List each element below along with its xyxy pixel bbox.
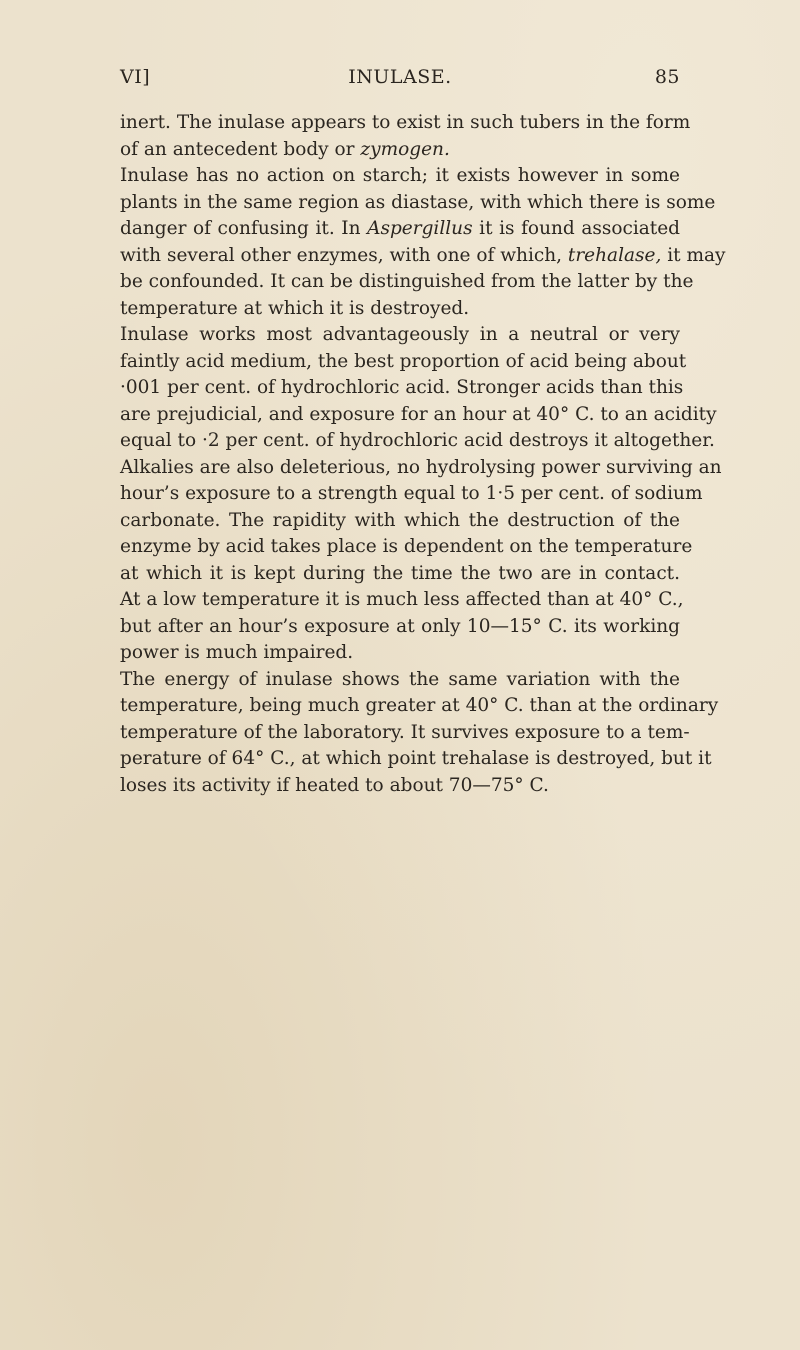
text-segment: temperature, being much greater at 40° C. than at the ordinary: [120, 695, 719, 716]
text-segment: at which it is kept during the time the two are in contact.: [120, 562, 680, 584]
text-segment: ·001 per cent. of hydrochloric acid. Stronger acids than this: [120, 377, 684, 398]
text-segment: danger of confusing it. In: [120, 218, 368, 239]
text-line: [120, 296, 680, 323]
text-line: [120, 428, 715, 455]
text-line: [120, 137, 680, 164]
text-line: [120, 640, 680, 667]
text-line: [120, 163, 680, 190]
text-segment: with several other enzymes, with one of which,: [120, 244, 568, 266]
text-line: [120, 349, 687, 376]
text-line: [120, 534, 693, 561]
text-segment: temperature at which it is destroyed.: [120, 297, 470, 319]
text-segment: At a low temperature it is much less affected than at 40° C.,: [120, 589, 684, 610]
text-line: [120, 216, 680, 243]
text-segment: it may: [661, 244, 726, 266]
text-line: [120, 773, 680, 800]
text-segment: are prejudicial, and exposure for an hour at 40° C. to an acidity: [120, 403, 717, 425]
text-segment: power is much impaired.: [120, 642, 354, 663]
italic-text: zymogen.: [360, 138, 450, 160]
running-head: [120, 66, 680, 96]
text-segment: The energy of inulase shows the same variation with the: [120, 668, 680, 690]
text-line: [120, 402, 717, 429]
text-line: [120, 508, 680, 535]
chapter-number: VI]: [120, 66, 151, 88]
text-line: [120, 693, 719, 720]
text-segment: loses its activity if heated to about 70—75° C.: [120, 774, 549, 796]
italic-text: Aspergillus: [367, 218, 473, 239]
text-line: [120, 190, 716, 217]
text-line: [120, 667, 680, 694]
running-title: INULASE.: [348, 66, 452, 88]
text-line: [120, 269, 694, 296]
text-segment: of an antecedent body or: [120, 138, 361, 160]
text-segment: Inulase has no action on starch; it exists however in some: [120, 165, 680, 186]
text-segment: perature of 64° C., at which point trehalase is destroyed, but it: [120, 748, 712, 769]
text-line: [120, 561, 680, 588]
text-segment: carbonate. The rapidity with which the destruction of the: [120, 509, 680, 531]
text-segment: hour’s exposure to a strength equal to 1·5 per cent. of sodium: [120, 483, 703, 504]
text-line: [120, 110, 691, 137]
text-segment: inert. The inulase appears to exist in such tubers in the form: [120, 112, 691, 133]
text-segment: plants in the same region as diastase, with which there is some: [120, 191, 716, 213]
text-segment: faintly acid medium, the best proportion of acid being about: [120, 350, 687, 372]
italic-text: trehalase,: [567, 244, 662, 266]
body-text: [120, 110, 726, 799]
text-segment: but after an hour’s exposure at only 10—15° C. its working: [120, 615, 680, 637]
text-segment: Inulase works most advantageously in a neutral or very: [120, 324, 680, 345]
text-segment: temperature of the laboratory. It survives exposure to a tem-: [120, 721, 690, 743]
text-line: [120, 614, 680, 641]
text-segment: it is found associated: [472, 218, 681, 239]
text-line: [120, 322, 680, 349]
text-line: [120, 455, 722, 482]
text-line: [120, 481, 703, 508]
text-line: [120, 587, 684, 614]
text-line: [120, 746, 712, 773]
page-number: 85: [654, 66, 680, 88]
text-segment: Alkalies are also deleterious, no hydrolysing power surviving an: [120, 456, 722, 478]
text-segment: enzyme by acid takes place is dependent on the temperature: [120, 536, 693, 557]
text-line: [120, 720, 690, 747]
text-line: [120, 243, 726, 270]
text-segment: be confounded. It can be distinguished from the latter by the: [120, 271, 694, 292]
text-line: [120, 375, 684, 402]
text-segment: equal to ·2 per cent. of hydrochloric acid destroys it altogether.: [120, 430, 715, 451]
